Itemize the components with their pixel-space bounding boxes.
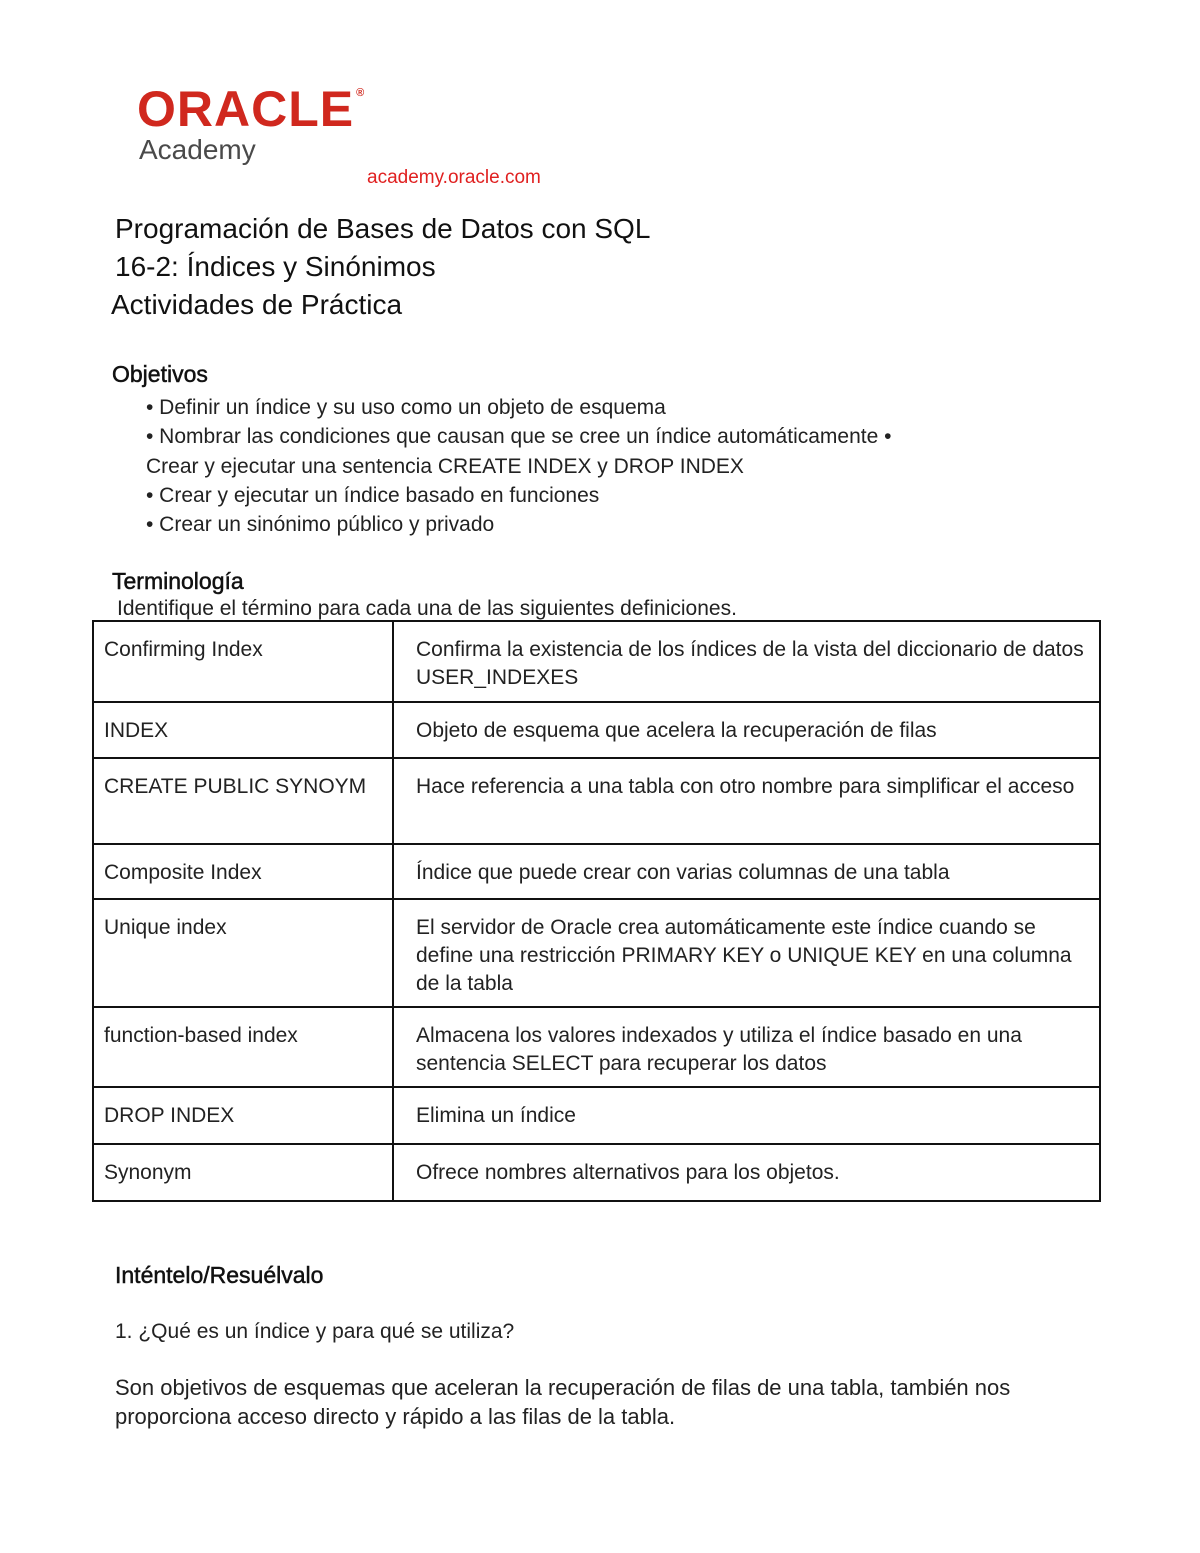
objective-item: Crear y ejecutar una sentencia CREATE INDEX y DROP INDEX bbox=[146, 454, 744, 478]
terminology-table bbox=[92, 620, 1101, 1202]
table-row bbox=[93, 844, 1100, 899]
table-row bbox=[93, 1087, 1100, 1144]
registered-mark: ® bbox=[356, 87, 366, 99]
definition-cell: Índice que puede crear con varias columnas de una tabla bbox=[393, 844, 1100, 899]
definition-cell: Ofrece nombres alternativos para los objetos. bbox=[393, 1144, 1100, 1201]
table-row bbox=[93, 1144, 1100, 1201]
term-cell: Unique index bbox=[93, 899, 393, 1007]
term-cell: Composite Index bbox=[93, 844, 393, 899]
objectives-list bbox=[146, 393, 891, 539]
term-cell: function-based index bbox=[93, 1007, 393, 1087]
term-cell: Synonym bbox=[93, 1144, 393, 1201]
definition-cell: Elimina un índice bbox=[393, 1087, 1100, 1144]
academy-logo-text: Academy bbox=[139, 134, 256, 165]
definition-cell: Confirma la existencia de los índices de la vista del diccionario de datos USER_INDEXES bbox=[393, 621, 1100, 702]
question-1: 1. ¿Qué es un índice y para qué se utiliza? bbox=[115, 1320, 515, 1343]
definition-cell: Almacena los valores indexados y utiliza el índice basado en una sentencia SELECT para recuperar los datos bbox=[393, 1007, 1100, 1087]
academy-site-link[interactable]: academy.oracle.com bbox=[367, 167, 541, 188]
oracle-logo-text: ORACLE bbox=[137, 81, 355, 137]
term-cell: Confirming Index bbox=[93, 621, 393, 702]
lesson-title: 16-2: Índices y Sinónimos bbox=[115, 251, 436, 282]
answer-1: Son objetivos de esquemas que aceleran la recuperación de filas de una tabla, también nos proporciona acceso directo y rápido a las filas de la tabla. bbox=[115, 1375, 1011, 1429]
objectives-heading: Objetivos bbox=[112, 361, 208, 387]
terminology-heading: Terminología bbox=[112, 568, 244, 594]
objective-item: • Crear un sinónimo público y privado bbox=[146, 513, 495, 537]
definition-cell: El servidor de Oracle crea automáticamente este índice cuando se define una restricción PRIMARY KEY o UNIQUE KEY en una columna de la tabla bbox=[393, 899, 1100, 1007]
definition-cell: Objeto de esquema que acelera la recuperación de filas bbox=[393, 702, 1100, 758]
objective-item: • Definir un índice y su uso como un objeto de esquema bbox=[146, 396, 666, 419]
oracle-logo bbox=[137, 81, 366, 137]
table-row bbox=[93, 899, 1100, 1007]
objective-item: • Nombrar las condiciones que causan que se cree un índice automáticamente • bbox=[146, 425, 892, 449]
definition-cell: Hace referencia a una tabla con otro nombre para simplificar el acceso bbox=[393, 758, 1100, 844]
term-cell: CREATE PUBLIC SYNOYM bbox=[93, 758, 393, 844]
term-cell: INDEX bbox=[93, 702, 393, 758]
objective-item: • Crear y ejecutar un índice basado en funciones bbox=[146, 483, 600, 507]
table-row bbox=[93, 758, 1100, 844]
term-cell: DROP INDEX bbox=[93, 1087, 393, 1144]
try-it-heading: Inténtelo/Resuélvalo bbox=[115, 1262, 324, 1288]
table-row bbox=[93, 1007, 1100, 1087]
course-title: Programación de Bases de Datos con SQL bbox=[115, 213, 651, 244]
terminology-instruction: Identifique el término para cada una de las siguientes definiciones. bbox=[117, 597, 737, 620]
table-row bbox=[93, 702, 1100, 758]
table-row bbox=[93, 621, 1100, 702]
activity-title: Actividades de Práctica bbox=[111, 289, 403, 320]
